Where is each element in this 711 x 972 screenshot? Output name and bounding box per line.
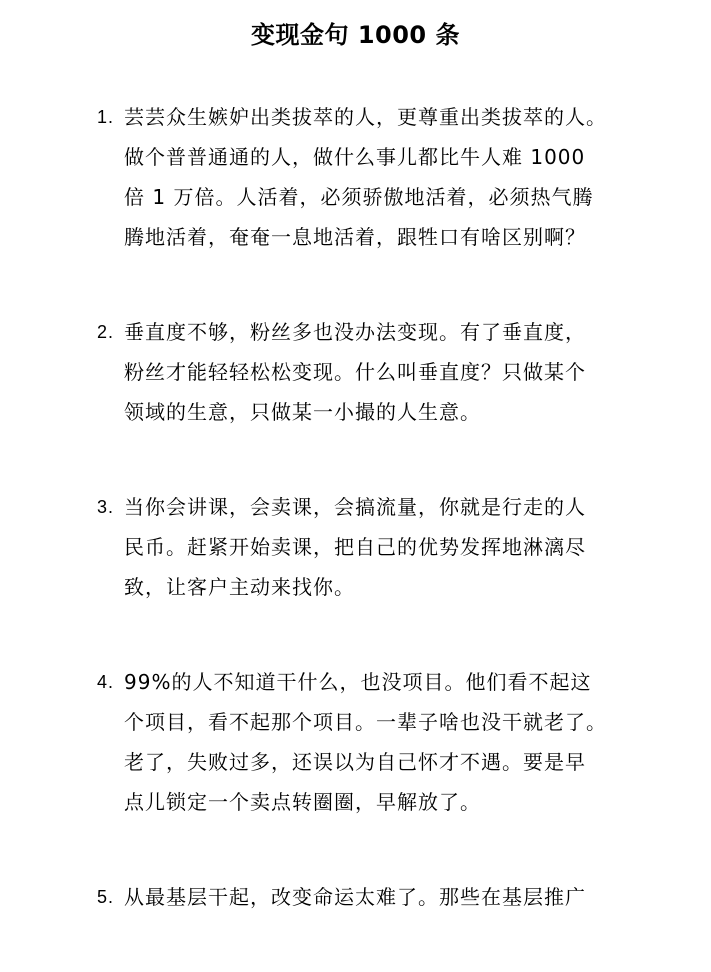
item-number: 2. xyxy=(97,322,115,342)
list-item xyxy=(97,877,660,917)
item-line: 点儿锁定一个卖点转圈圈，早解放了。 xyxy=(124,790,481,814)
list-item xyxy=(97,312,660,432)
item-text xyxy=(100,97,660,257)
item-line: 老了，失败过多，还误以为自己怀才不遇。要是早 xyxy=(124,750,586,774)
item-line: 当你会讲课，会卖课，会搞流量，你就是行走的人 xyxy=(124,495,586,519)
item-line: 腾地活着，奄奄一息地活着，跟牲口有啥区别啊？ xyxy=(124,225,586,249)
item-line: 粉丝才能轻轻松松变现。什么叫垂直度？只做某个 xyxy=(124,360,586,384)
item-line: 芸芸众生嫉妒出类拔萃的人，更尊重出类拔萃的人。 xyxy=(124,105,607,129)
item-number: 3. xyxy=(97,497,115,517)
item-text xyxy=(100,662,660,822)
list-item xyxy=(97,97,660,257)
item-line: 做个普普通通的人，做什么事儿都比牛人难 1000 xyxy=(124,145,586,169)
list-item xyxy=(97,662,660,822)
list-item xyxy=(97,487,660,607)
item-line: 领域的生意，只做某一小撮的人生意。 xyxy=(124,400,481,424)
quote-list xyxy=(97,97,660,972)
document-title: 变现金句 1000 条 xyxy=(250,21,460,49)
item-line: 99%的人不知道干什么，也没项目。他们看不起这 xyxy=(124,670,592,694)
item-text xyxy=(100,312,660,432)
item-line: 民币。赶紧开始卖课，把自己的优势发挥地淋漓尽 xyxy=(124,535,586,559)
item-line: 倍 1 万倍。人活着，必须骄傲地活着，必须热气腾 xyxy=(124,185,594,209)
item-line: 个项目，看不起那个项目。一辈子啥也没干就老了。 xyxy=(124,710,607,734)
item-line: 垂直度不够，粉丝多也没办法变现。有了垂直度， xyxy=(124,320,586,344)
item-text xyxy=(100,487,660,607)
item-line: 从最基层干起，改变命运太难了。那些在基层推广 xyxy=(124,885,586,909)
item-number: 5. xyxy=(97,887,115,907)
item-text xyxy=(100,877,660,917)
item-number: 4. xyxy=(97,672,115,692)
item-number: 1. xyxy=(97,107,115,127)
item-line: 致，让客户主动来找你。 xyxy=(124,575,355,599)
